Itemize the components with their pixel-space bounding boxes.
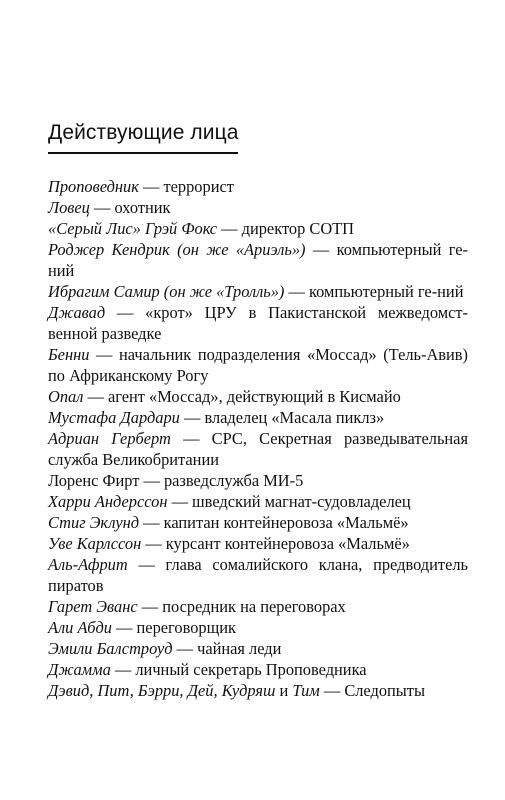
page-title: Действующие лица xyxy=(48,121,239,144)
character-description: — охотник xyxy=(89,198,171,217)
character-name: Джамма xyxy=(48,660,111,679)
character-description: — владелец «Масала пиклз» xyxy=(179,408,385,427)
character-entry xyxy=(48,512,468,533)
character-description: — компьютерный ге-ний xyxy=(48,240,468,280)
character-description: — личный секретарь Проповедника xyxy=(110,660,367,679)
character-name: Харри Андерссон xyxy=(48,492,168,511)
character-description: — переговорщик xyxy=(111,618,236,637)
character-name: Проповедник xyxy=(48,177,139,196)
character-description: — компьютерный ге-ний xyxy=(284,282,464,301)
character-name: Ловец xyxy=(48,198,90,217)
character-description: — шведский магнат-судовладелец xyxy=(167,492,411,511)
character-entry xyxy=(48,344,468,386)
character-description: — посредник на переговорах xyxy=(137,597,346,616)
character-description: — директор СОТП xyxy=(217,219,354,238)
character-name: Уве Карлссон xyxy=(48,534,142,553)
character-name: Джавад xyxy=(48,303,106,322)
character-name: Дэвид, Пит, Бэрри, Дей, Кудряш xyxy=(48,681,276,700)
character-description: — чайная леди xyxy=(172,639,282,658)
character-description: — капитан контейнеровоза «Мальмё» xyxy=(139,513,409,532)
character-entry xyxy=(48,659,468,680)
character-name: Гарет Эванс xyxy=(48,597,138,616)
character-name: «Серый Лис» Грэй Фокс xyxy=(48,219,218,238)
character-name: Опал xyxy=(48,387,84,406)
character-description: — «крот» ЦРУ в Пакистанской межведомст-венной разведке xyxy=(48,303,468,343)
character-list xyxy=(48,176,468,701)
character-description: — начальник подразделения «Моссад» (Тель-Авив) по Африканскому Рогу xyxy=(48,345,468,385)
character-entry xyxy=(48,407,468,428)
character-entry xyxy=(48,596,468,617)
character-entry xyxy=(48,617,468,638)
heading-block xyxy=(48,120,248,154)
character-entry xyxy=(48,239,468,281)
character-name: Роджер Кендрик (он же «Ариэль») xyxy=(48,240,306,259)
character-name: Мустафа Дардари xyxy=(48,408,180,427)
character-description: — курсант контейнеровоза «Мальмё» xyxy=(141,534,410,553)
character-entry xyxy=(48,218,468,239)
character-entry xyxy=(48,680,468,701)
character-entry xyxy=(48,638,468,659)
character-description: — СРС, Секретная разведывательная служба Великобритании xyxy=(48,429,468,469)
character-name: Али Абди xyxy=(48,618,112,637)
character-entry xyxy=(48,281,468,302)
character-entry xyxy=(48,428,468,470)
character-name: Бенни xyxy=(48,345,90,364)
character-name: Эмили Балстроуд xyxy=(48,639,173,658)
character-name: Стиг Эклунд xyxy=(48,513,140,532)
character-entry xyxy=(48,491,468,512)
character-description: и xyxy=(275,681,293,700)
character-description: — террорист xyxy=(138,177,234,196)
character-description: Лоренс Фирт — разведслужба МИ-5 xyxy=(48,471,304,490)
character-entry xyxy=(48,386,468,407)
character-entry xyxy=(48,470,468,491)
character-description: — агент «Моссад», действующий в Кисмайо xyxy=(83,387,401,406)
title-underline xyxy=(48,152,238,154)
character-entry xyxy=(48,554,468,596)
character-name: Тим xyxy=(292,681,320,700)
character-name: Адриан Герберт xyxy=(48,429,171,448)
character-name: Ибрагим Самир (он же «Тролль») xyxy=(48,282,285,301)
character-description: — Следопыты xyxy=(319,681,425,700)
character-description: — глава сомалийского клана, предводитель пиратов xyxy=(48,555,468,595)
character-entry xyxy=(48,533,468,554)
character-entry xyxy=(48,302,468,344)
character-name: Аль-Африт xyxy=(48,555,128,574)
character-entry xyxy=(48,176,468,197)
character-entry xyxy=(48,197,468,218)
